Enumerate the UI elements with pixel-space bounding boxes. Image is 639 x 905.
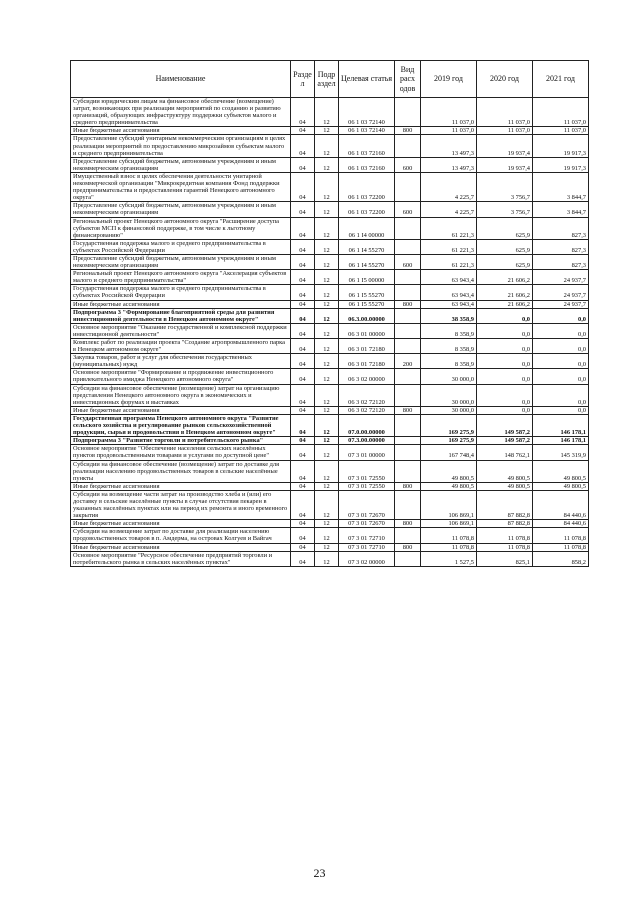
row-subsection: 12 (315, 239, 339, 254)
row-name: Иные бюджетные ассигнования (71, 300, 291, 308)
row-subsection: 12 (315, 270, 339, 285)
row-subsection: 12 (315, 217, 339, 239)
row-value-2020: 19 937,4 (477, 157, 533, 172)
row-value-2020: 49 800,5 (477, 482, 533, 490)
row-target: 06 1 I4 55270 (339, 254, 395, 269)
row-section: 04 (291, 239, 315, 254)
row-value-2019: 169 275,9 (421, 437, 477, 445)
row-value-2020: 0,0 (477, 308, 533, 323)
row-value-2019: 11 037,0 (421, 98, 477, 127)
row-name: Иные бюджетные ассигнования (71, 406, 291, 414)
row-subsection: 12 (315, 528, 339, 543)
row-value-2021: 3 844,7 (533, 202, 589, 217)
row-target: 07 3 01 72710 (339, 528, 395, 543)
row-value-2021: 19 917,3 (533, 135, 589, 157)
row-value-2019: 13 497,3 (421, 157, 477, 172)
row-value-2019: 63 943,4 (421, 300, 477, 308)
row-type: 800 (395, 406, 421, 414)
row-type: 800 (395, 482, 421, 490)
row-value-2021: 0,0 (533, 308, 589, 323)
row-section: 04 (291, 202, 315, 217)
row-name: Основное мероприятие "Ресурсное обеспечение предприятий торговли и потребительского рынка в сельских населённых пунктах" (71, 551, 291, 566)
row-target: 06 3 02 00000 (339, 369, 395, 384)
row-target: 07 3 01 00000 (339, 445, 395, 460)
row-target: 06 1 I5 55270 (339, 285, 395, 300)
row-name: Основное мероприятие "Оказание государственной и комплексной поддержки инвестиционной деятельности" (71, 323, 291, 338)
row-name: Основное мероприятие "Обеспечение населения сельских населённых пунктов продовольственными товарами и услугами по доступной цене" (71, 445, 291, 460)
row-name: Иные бюджетные ассигнования (71, 482, 291, 490)
row-target: 07 3 01 72550 (339, 460, 395, 482)
row-subsection: 12 (315, 445, 339, 460)
row-subsection: 12 (315, 406, 339, 414)
row-subsection: 12 (315, 437, 339, 445)
row-target: 06 1 I5 00000 (339, 270, 395, 285)
row-subsection: 12 (315, 369, 339, 384)
row-section: 04 (291, 308, 315, 323)
table-row (71, 384, 589, 406)
row-target: 07.0.00.00000 (339, 414, 395, 436)
row-value-2020: 0,0 (477, 384, 533, 406)
row-subsection: 12 (315, 354, 339, 369)
row-type (395, 323, 421, 338)
row-value-2020: 3 756,7 (477, 202, 533, 217)
row-target: 07 3 02 00000 (339, 551, 395, 566)
row-value-2019: 61 221,3 (421, 217, 477, 239)
row-name: Подпрограмма 3 "Развитие торговли и потребительского рынка" (71, 437, 291, 445)
row-value-2019: 8 358,9 (421, 339, 477, 354)
row-value-2019: 8 358,9 (421, 323, 477, 338)
row-value-2021: 0,0 (533, 369, 589, 384)
row-section: 04 (291, 384, 315, 406)
budget-table (70, 60, 589, 567)
row-value-2019: 106 869,1 (421, 520, 477, 528)
row-name: Субсидии на финансовое обеспечение (возмещение) затрат на организацию представления Ненецкого автономного округа в экономических и инвестиционных форумах и выставках (71, 384, 291, 406)
row-value-2021: 0,0 (533, 406, 589, 414)
table-row (71, 98, 589, 127)
row-value-2021: 0,0 (533, 354, 589, 369)
row-value-2020: 825,1 (477, 551, 533, 566)
row-subsection: 12 (315, 172, 339, 201)
row-section: 04 (291, 217, 315, 239)
header-name: Наименование (71, 61, 291, 98)
row-type: 600 (395, 202, 421, 217)
row-type: 600 (395, 254, 421, 269)
row-subsection: 12 (315, 339, 339, 354)
row-type (395, 285, 421, 300)
row-value-2019: 49 800,5 (421, 482, 477, 490)
row-type: 800 (395, 127, 421, 135)
row-value-2020: 19 937,4 (477, 135, 533, 157)
row-value-2019: 38 358,9 (421, 308, 477, 323)
row-type (395, 414, 421, 436)
table-row (71, 460, 589, 482)
row-subsection: 12 (315, 323, 339, 338)
row-value-2020: 21 606,2 (477, 285, 533, 300)
row-name: Субсидии юридическим лицам на финансовое обеспечение (возмещение) затрат, возникающих при реализации мероприятий по созданию и развитию организаций, образующих инфраструктуру поддержки субъектов малого и среднего предпринимательства (71, 98, 291, 127)
row-value-2019: 11 037,0 (421, 127, 477, 135)
row-name: Субсидии на возмещение части затрат на производство хлеба и (или) его доставку в сельские населённые пункты в случае отсутствия пекарен в указанных населённых пунктах или на период их ремонта и иного временного закрытия (71, 490, 291, 519)
row-value-2021: 24 937,7 (533, 300, 589, 308)
row-value-2020: 149 587,2 (477, 437, 533, 445)
row-subsection: 12 (315, 135, 339, 157)
table-row (71, 323, 589, 338)
table-row (71, 520, 589, 528)
row-name: Подпрограмма 3 "Формирование благоприятной среды для развития инвестиционной деятельности в Ненецком автономном округе" (71, 308, 291, 323)
row-subsection: 12 (315, 384, 339, 406)
row-target: 07 3 01 72670 (339, 520, 395, 528)
row-value-2020: 0,0 (477, 406, 533, 414)
row-target: 07 3 01 72550 (339, 482, 395, 490)
row-subsection: 12 (315, 254, 339, 269)
row-target: 06 1 03 72140 (339, 98, 395, 127)
row-name: Иные бюджетные ассигнования (71, 520, 291, 528)
row-name: Иные бюджетные ассигнования (71, 127, 291, 135)
row-value-2019: 30 000,0 (421, 406, 477, 414)
row-type: 800 (395, 520, 421, 528)
row-section: 04 (291, 135, 315, 157)
row-subsection: 12 (315, 543, 339, 551)
table-row (71, 172, 589, 201)
row-name: Предоставление субсидий бюджетным, автономным учреждениям и иным некоммерческим организациям (71, 202, 291, 217)
row-subsection: 12 (315, 98, 339, 127)
row-value-2021: 145 319,9 (533, 445, 589, 460)
header-2021: 2021 год (533, 61, 589, 98)
table-row (71, 354, 589, 369)
row-section: 04 (291, 254, 315, 269)
table-row (71, 445, 589, 460)
row-value-2019: 13 497,3 (421, 135, 477, 157)
table-row (71, 528, 589, 543)
row-value-2019: 11 078,8 (421, 543, 477, 551)
table-row (71, 308, 589, 323)
table-row (71, 369, 589, 384)
row-target: 06 3 01 00000 (339, 323, 395, 338)
row-section: 04 (291, 157, 315, 172)
row-section: 04 (291, 354, 315, 369)
table-row (71, 127, 589, 135)
row-name: Государственная программа Ненецкого автономного округа "Развитие сельского хозяйства и регулирование рынков сельскохозяйственной продукции, сырья и продовольствия в Ненецком автономном округе" (71, 414, 291, 436)
row-section: 04 (291, 460, 315, 482)
row-type (395, 460, 421, 482)
row-value-2020: 49 800,5 (477, 460, 533, 482)
row-value-2020: 0,0 (477, 339, 533, 354)
row-section: 04 (291, 127, 315, 135)
row-value-2021: 24 937,7 (533, 270, 589, 285)
row-name: Имущественный взнос в целях обеспечения деятельности унитарной некоммерческой организации "Микрокредитная компания Фонд поддержки предпринимательства и предоставления гарантий Ненецкого автономного округа" (71, 172, 291, 201)
row-section: 04 (291, 414, 315, 436)
row-value-2020: 21 606,2 (477, 300, 533, 308)
row-value-2021: 827,3 (533, 217, 589, 239)
row-target: 06 1 03 72200 (339, 202, 395, 217)
row-type (395, 551, 421, 566)
row-target: 07.3.00.00000 (339, 437, 395, 445)
row-value-2021: 19 917,3 (533, 157, 589, 172)
table-body (71, 98, 589, 567)
header-section: Разде л (291, 61, 315, 98)
table-row (71, 543, 589, 551)
row-target: 06 1 I4 55270 (339, 239, 395, 254)
table-row (71, 406, 589, 414)
row-value-2021: 0,0 (533, 323, 589, 338)
table-row (71, 551, 589, 566)
row-target: 06 3 02 72120 (339, 406, 395, 414)
row-value-2019: 106 869,1 (421, 490, 477, 519)
row-value-2020: 11 037,0 (477, 98, 533, 127)
row-type (395, 239, 421, 254)
row-value-2019: 4 225,7 (421, 172, 477, 201)
row-value-2020: 87 882,8 (477, 490, 533, 519)
row-target: 07 3 01 72710 (339, 543, 395, 551)
row-value-2021: 84 440,6 (533, 520, 589, 528)
header-2019: 2019 год (421, 61, 477, 98)
budget-table-sheet (70, 60, 588, 567)
row-section: 04 (291, 490, 315, 519)
row-value-2019: 167 748,4 (421, 445, 477, 460)
row-value-2020: 0,0 (477, 323, 533, 338)
row-type (395, 384, 421, 406)
row-section: 04 (291, 285, 315, 300)
row-type (395, 445, 421, 460)
row-type: 200 (395, 354, 421, 369)
table-header-row (71, 61, 589, 98)
table-row (71, 270, 589, 285)
table-row (71, 254, 589, 269)
row-value-2021: 827,3 (533, 254, 589, 269)
table-row (71, 135, 589, 157)
row-value-2019: 11 078,8 (421, 528, 477, 543)
row-value-2019: 4 225,7 (421, 202, 477, 217)
row-type (395, 135, 421, 157)
table-row (71, 339, 589, 354)
header-2020: 2020 год (477, 61, 533, 98)
row-target: 06 1 03 72160 (339, 157, 395, 172)
row-value-2019: 61 221,3 (421, 254, 477, 269)
row-value-2021: 11 037,0 (533, 98, 589, 127)
row-value-2020: 3 756,7 (477, 172, 533, 201)
row-subsection: 12 (315, 157, 339, 172)
row-target: 06 1 03 72140 (339, 127, 395, 135)
row-type (395, 490, 421, 519)
row-subsection: 12 (315, 482, 339, 490)
row-section: 04 (291, 543, 315, 551)
row-value-2021: 0,0 (533, 339, 589, 354)
header-subsection: Подр аздел (315, 61, 339, 98)
page-number: 23 (313, 866, 326, 880)
table-row (71, 202, 589, 217)
row-section: 04 (291, 270, 315, 285)
row-value-2020: 21 606,2 (477, 270, 533, 285)
row-value-2021: 24 937,7 (533, 285, 589, 300)
row-section: 04 (291, 551, 315, 566)
row-type: 800 (395, 300, 421, 308)
header-target: Целевая статья (339, 61, 395, 98)
row-target: 07 3 01 72670 (339, 490, 395, 519)
row-value-2021: 3 844,7 (533, 172, 589, 201)
row-value-2021: 146 178,1 (533, 437, 589, 445)
table-row (71, 437, 589, 445)
row-value-2019: 30 000,0 (421, 384, 477, 406)
row-section: 04 (291, 369, 315, 384)
row-value-2021: 49 800,5 (533, 460, 589, 482)
row-type (395, 98, 421, 127)
row-value-2021: 49 800,5 (533, 482, 589, 490)
row-type (395, 369, 421, 384)
row-value-2020: 11 037,0 (477, 127, 533, 135)
row-name: Субсидии на возмещение затрат по доставке для реализации населению продовольственных товаров в п. Амдерма, на островах Колгуев и Вайгач (71, 528, 291, 543)
header-type: Вид расх одов (395, 61, 421, 98)
row-section: 04 (291, 528, 315, 543)
row-section: 04 (291, 172, 315, 201)
row-section: 04 (291, 482, 315, 490)
row-value-2021: 11 078,8 (533, 543, 589, 551)
table-row (71, 239, 589, 254)
row-section: 04 (291, 300, 315, 308)
table-row (71, 157, 589, 172)
row-name: Региональный проект Ненецкого автономного округа "Расширение доступа субъектов МСП к финансовой поддержке, в том числе к льготному финансированию" (71, 217, 291, 239)
row-value-2020: 0,0 (477, 369, 533, 384)
table-row (71, 300, 589, 308)
table-row (71, 482, 589, 490)
row-name: Субсидии на финансовое обеспечение (возмещение) затрат по доставке для реализации населению продовольственных товаров в сельские населённые пункты (71, 460, 291, 482)
row-subsection: 12 (315, 520, 339, 528)
row-name: Предоставление субсидий унитарным некоммерческим организациям в целях реализации мероприятий по предоставлению микрозаймов субъектам малого и среднего предпринимательства (71, 135, 291, 157)
table-row (71, 217, 589, 239)
row-type (395, 308, 421, 323)
row-section: 04 (291, 406, 315, 414)
row-target: 06 3 02 72120 (339, 384, 395, 406)
row-value-2021: 858,2 (533, 551, 589, 566)
row-value-2021: 11 078,8 (533, 528, 589, 543)
row-value-2021: 827,3 (533, 239, 589, 254)
row-value-2021: 146 178,1 (533, 414, 589, 436)
row-value-2019: 63 943,4 (421, 270, 477, 285)
row-subsection: 12 (315, 551, 339, 566)
row-section: 04 (291, 339, 315, 354)
row-name: Иные бюджетные ассигнования (71, 543, 291, 551)
row-value-2021: 11 037,0 (533, 127, 589, 135)
row-type: 600 (395, 157, 421, 172)
row-type (395, 270, 421, 285)
row-subsection: 12 (315, 127, 339, 135)
row-target: 06.3.00.00000 (339, 308, 395, 323)
row-type: 800 (395, 543, 421, 551)
row-target: 06 1 I4 00000 (339, 217, 395, 239)
row-section: 04 (291, 445, 315, 460)
row-value-2019: 8 358,9 (421, 354, 477, 369)
row-subsection: 12 (315, 460, 339, 482)
row-name: Региональный проект Ненецкого автономного округа "Акселерация субъектов малого и среднего предпринимательства" (71, 270, 291, 285)
row-name: Предоставление субсидий бюджетным, автономным учреждениям и иным некоммерческим организациям (71, 157, 291, 172)
row-name: Основное мероприятие "Формирование и продвижение инвестиционного привлекательного имиджа Ненецкого автономного округа" (71, 369, 291, 384)
row-value-2019: 49 800,5 (421, 460, 477, 482)
row-name: Комплекс работ по реализации проекта "Создание агропромышленного парка в Ненецком автономном округе" (71, 339, 291, 354)
row-section: 04 (291, 98, 315, 127)
row-value-2020: 625,9 (477, 254, 533, 269)
row-value-2019: 1 527,5 (421, 551, 477, 566)
row-value-2020: 625,9 (477, 239, 533, 254)
row-target: 06 1 03 72200 (339, 172, 395, 201)
row-section: 04 (291, 323, 315, 338)
row-section: 04 (291, 437, 315, 445)
row-target: 06 3 01 72180 (339, 339, 395, 354)
row-value-2020: 11 078,8 (477, 528, 533, 543)
row-section: 04 (291, 520, 315, 528)
row-value-2019: 169 275,9 (421, 414, 477, 436)
row-value-2020: 87 882,8 (477, 520, 533, 528)
row-type (395, 528, 421, 543)
row-subsection: 12 (315, 414, 339, 436)
row-type (395, 217, 421, 239)
row-value-2020: 11 078,8 (477, 543, 533, 551)
row-value-2020: 148 762,1 (477, 445, 533, 460)
row-value-2020: 625,9 (477, 217, 533, 239)
row-subsection: 12 (315, 308, 339, 323)
row-value-2021: 84 440,6 (533, 490, 589, 519)
row-subsection: 12 (315, 202, 339, 217)
row-value-2021: 0,0 (533, 384, 589, 406)
row-subsection: 12 (315, 285, 339, 300)
row-value-2019: 63 943,4 (421, 285, 477, 300)
row-value-2020: 149 587,2 (477, 414, 533, 436)
row-type (395, 172, 421, 201)
row-target: 06 3 01 72180 (339, 354, 395, 369)
row-target: 06 1 03 72160 (339, 135, 395, 157)
row-subsection: 12 (315, 300, 339, 308)
row-value-2019: 30 000,0 (421, 369, 477, 384)
row-name: Предоставление субсидий бюджетным, автономным учреждениям и иным некоммерческим организациям (71, 254, 291, 269)
row-type (395, 437, 421, 445)
row-name: Государственная поддержка малого и среднего предпринимательства в субъектах Российской Федерации (71, 239, 291, 254)
table-row (71, 414, 589, 436)
row-name: Государственная поддержка малого и среднего предпринимательства в субъектах Российской Федерации (71, 285, 291, 300)
row-subsection: 12 (315, 490, 339, 519)
row-name: Закупка товаров, работ и услуг для обеспечения государственных (муниципальных) нужд (71, 354, 291, 369)
row-value-2019: 61 221,3 (421, 239, 477, 254)
row-type (395, 339, 421, 354)
table-row (71, 490, 589, 519)
table-row (71, 285, 589, 300)
row-target: 06 1 I5 55270 (339, 300, 395, 308)
row-value-2020: 0,0 (477, 354, 533, 369)
